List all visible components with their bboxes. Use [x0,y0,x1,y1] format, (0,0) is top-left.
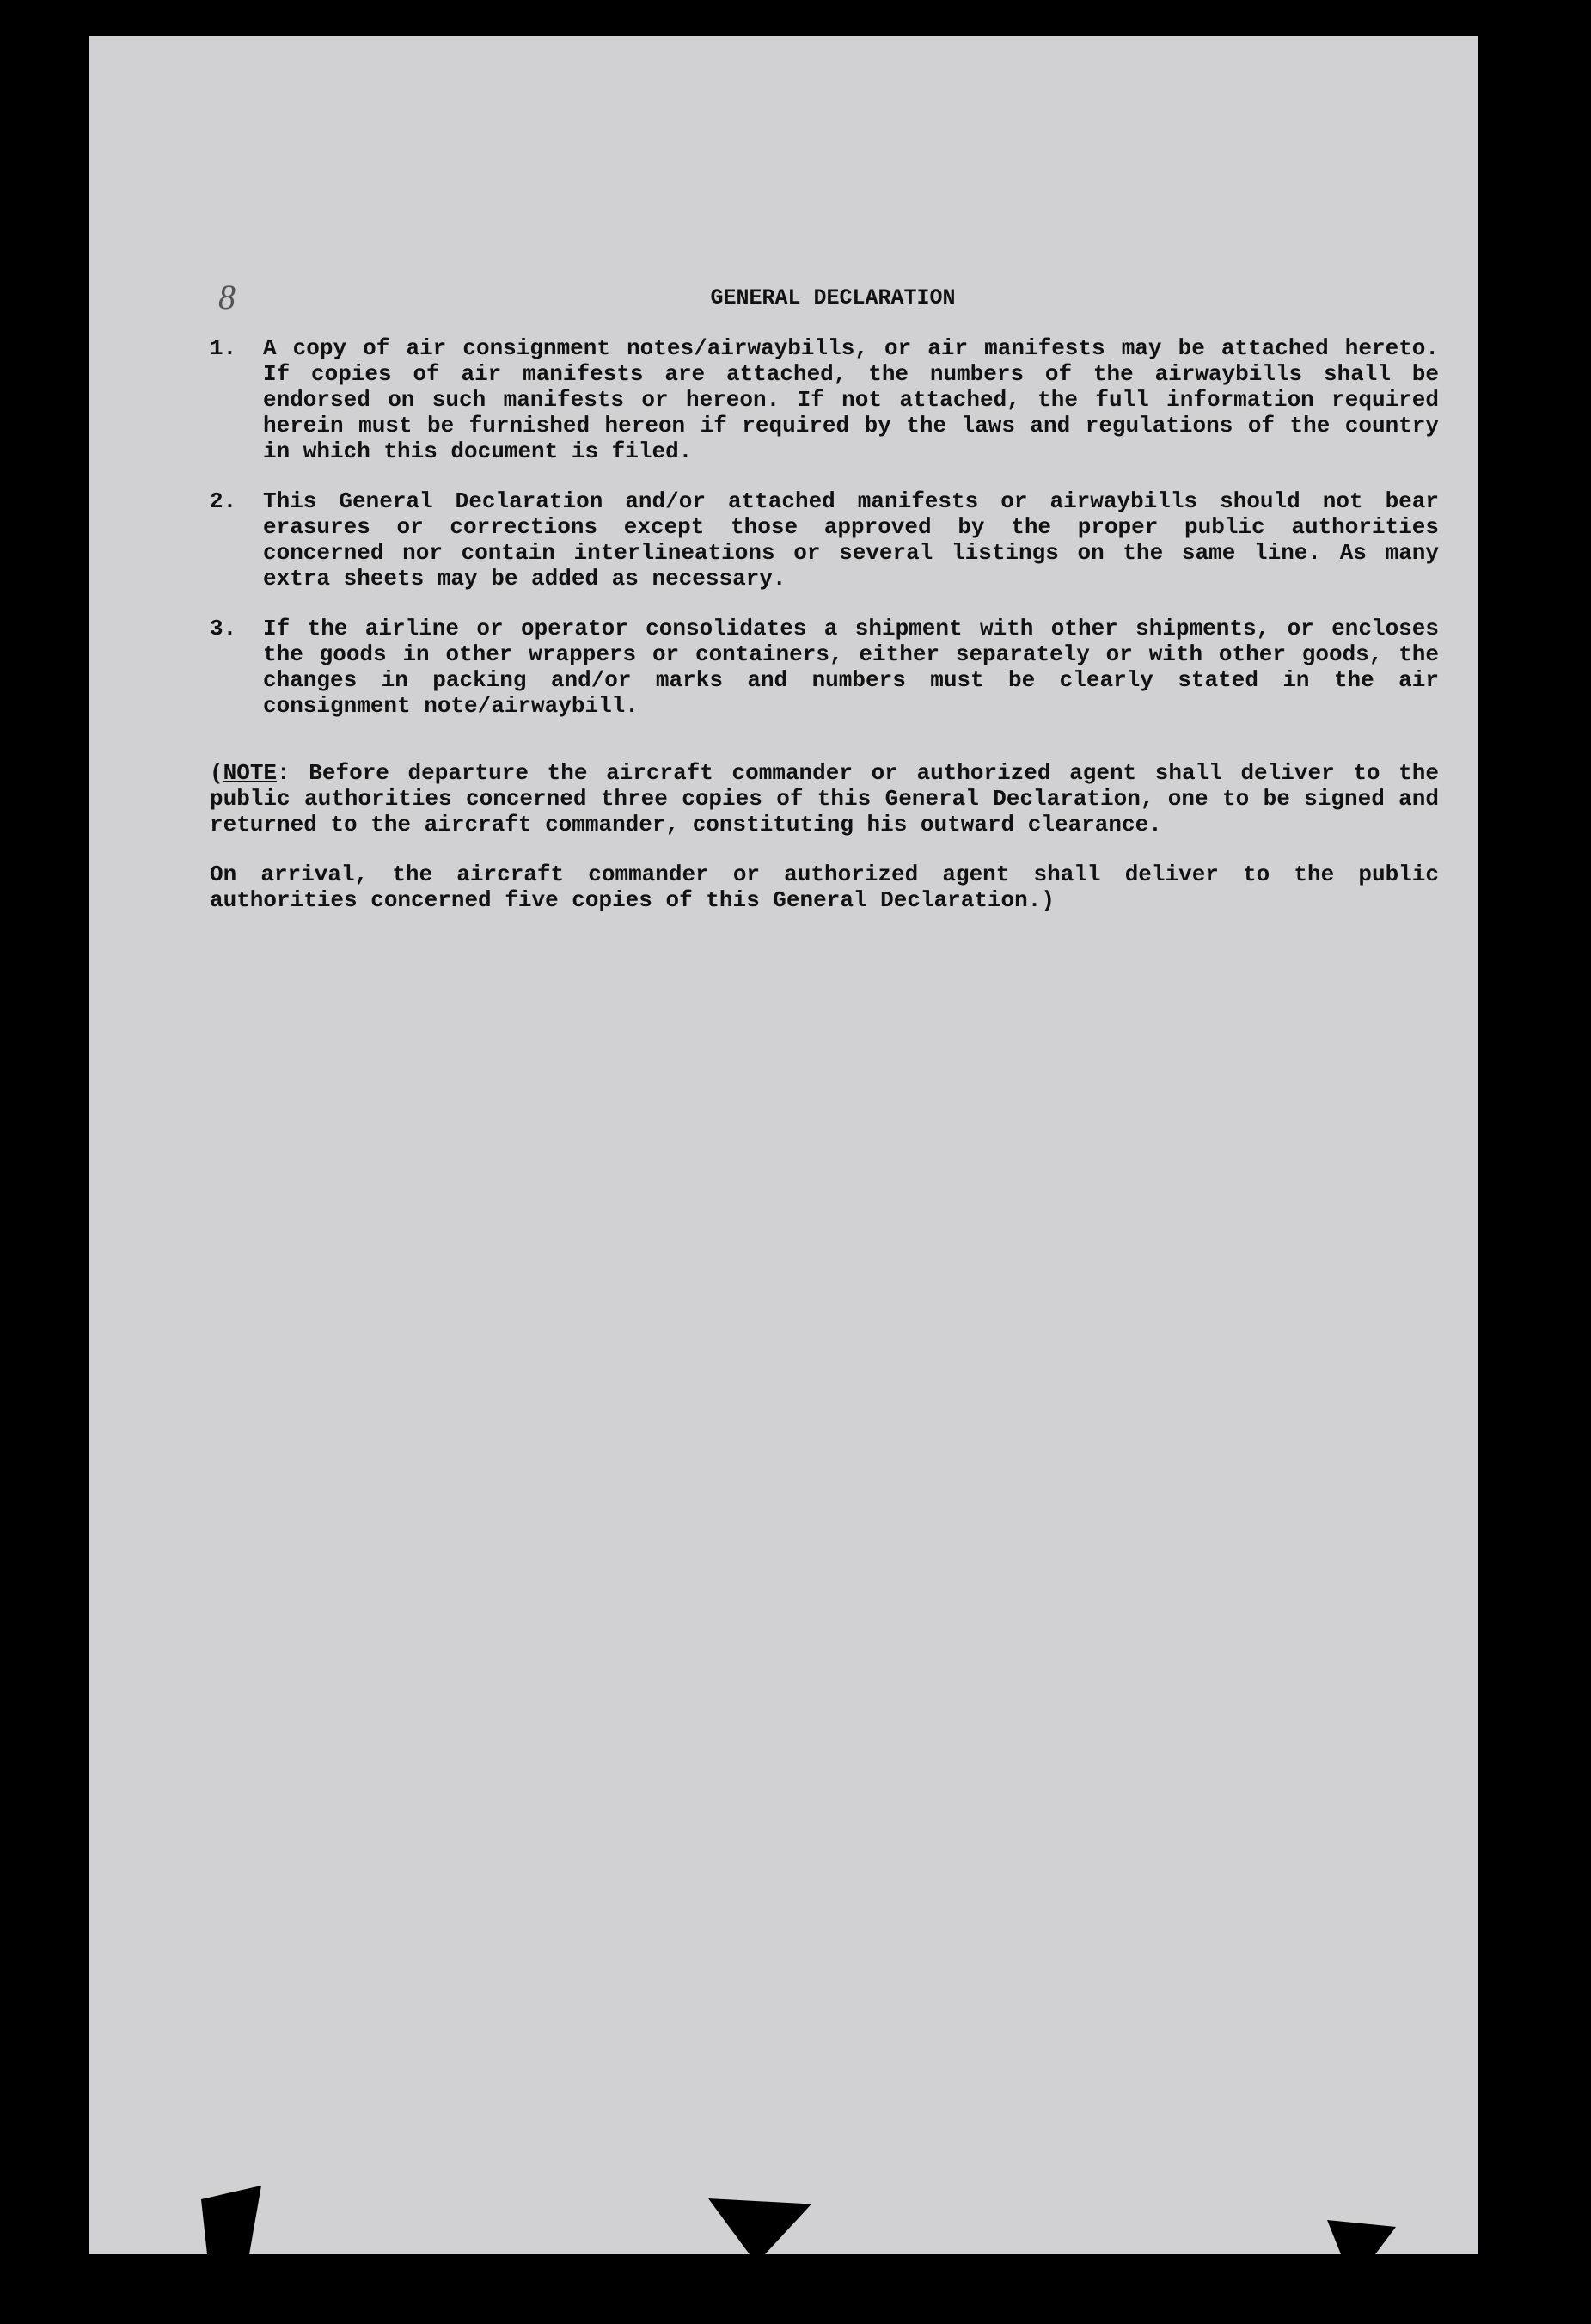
item-number: 1. [210,335,237,361]
note-paragraph-departure [210,760,1439,837]
note-departure-text: : Before departure the aircraft commander or authorized agent shall deliver to the public authorities concerned three copies of this General Declaration, one to be signed and returned to the aircraft commander, constituting his outward clearance. [210,760,1439,837]
note-paragraph-arrival: On arrival, the aircraft commander or authorized agent shall deliver to the public authorities concerned five copies of this General Declaration.) [210,862,1439,913]
torn-edge-mark [201,2186,261,2254]
instruction-item-2 [210,488,1439,592]
torn-edge-mark [1327,2220,1396,2254]
item-text: This General Declaration and/or attached manifests or airwaybills should not bear erasures or corrections except those approved by the proper public authorities concerned nor contain interlineations or several listings on the same line. As many extra sheets may be added as necessary. [263,488,1439,592]
document-title: GENERAL DECLARATION [710,285,956,310]
torn-edge-mark [708,2198,811,2254]
item-number: 3. [210,616,237,641]
item-text: A copy of air consignment notes/airwaybills, or air manifests may be attached hereto. If copies of air manifests are attached, the numbers of the airwaybills shall be endorsed on such manifests or hereon. If not attached, the full information required herein must be furnished hereon if required by the laws and regulations of the country in which this document is filed. [263,335,1439,464]
instruction-item-3 [210,616,1439,719]
note-section [210,760,1439,913]
item-number: 2. [210,488,237,514]
page-number-handwritten: 8 [218,278,236,316]
item-text: If the airline or operator consolidates a shipment with other shipments, or encloses the goods in other wrappers or containers, either separately or with other goods, the changes in packing and/or marks and numbers must be clearly stated in the air consignment note/airwaybill. [263,616,1439,719]
note-label: NOTE [223,760,278,786]
instruction-item-1 [210,335,1439,464]
declaration-content [210,285,1439,937]
note-open-paren: ( [210,760,223,786]
document-page [89,36,1478,2254]
